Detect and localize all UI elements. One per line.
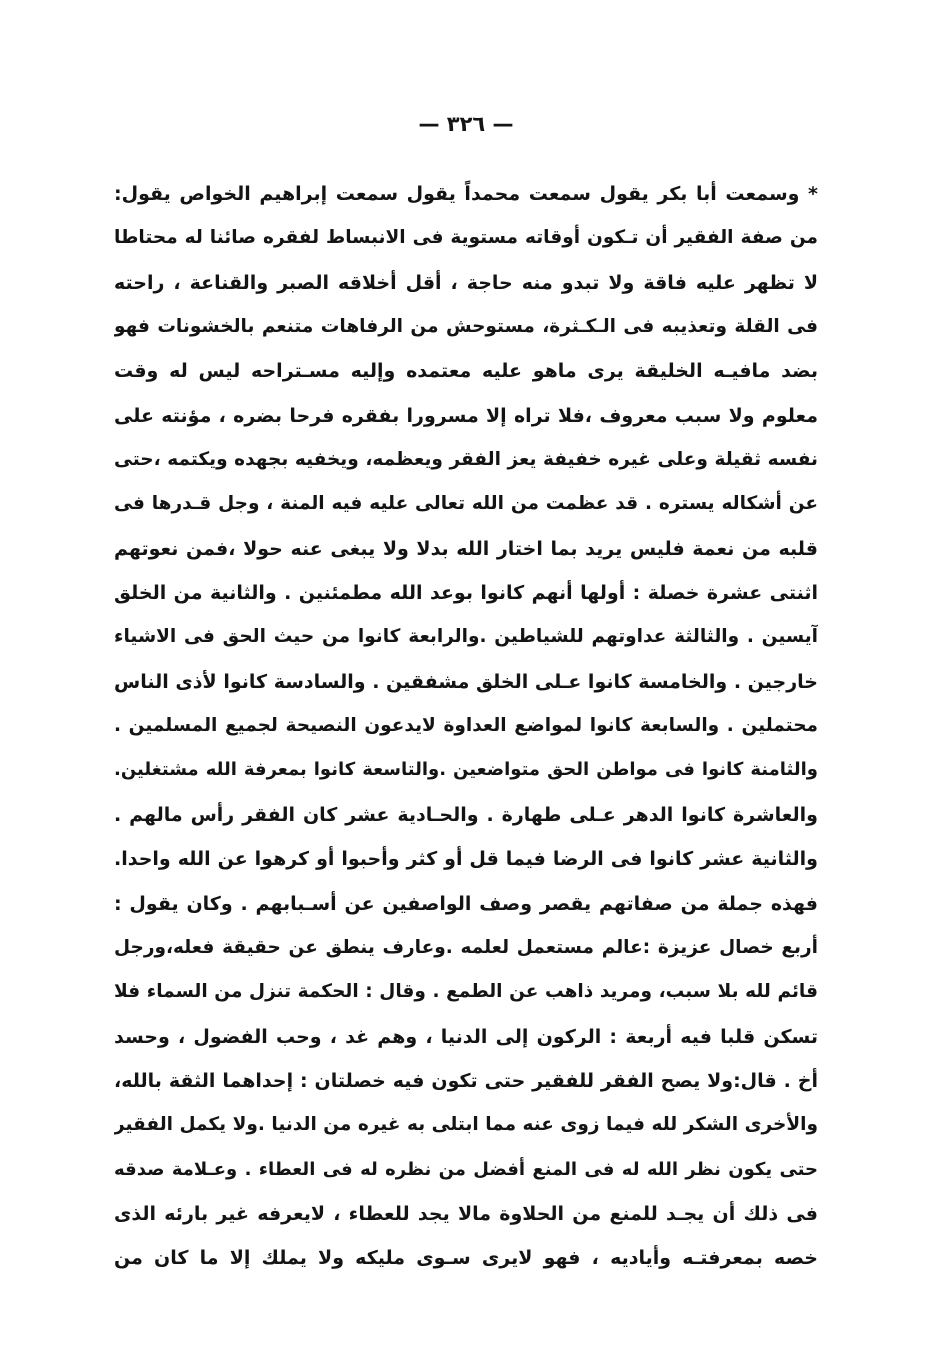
text-line: قلبه من نعمة فليس يريد بما اختار الله بدلا ولا يبغى عنه حولا ،فمن نعوتهم xyxy=(114,537,818,560)
text-line: نفسه ثقيلة وعلى غيره خفيفة يعز الفقر ويعظمه، ويخفيه بجهده ويكتمه ،حتى xyxy=(114,449,818,471)
text-line: اثنتى عشرة خصلة : أولها أنهم كانوا بوعد الله مطمئنين . والثانية من الخلق xyxy=(114,582,818,605)
text-line: فهذه جملة من صفاتهم يقصر وصف الواصفين عن أسـبابهم . وكان يقول : xyxy=(114,892,818,915)
text-line: بضد مافيـه الخليقة يرى ماهو عليه معتمده وإليه مسـتراحه ليس له وقت xyxy=(114,360,818,383)
text-line: فى ذلك أن يجـد للمنع من الحلاوة مالا يجد للعطاء ، لايعرفه غير بارئه الذى xyxy=(114,1202,818,1225)
text-line: محتملين . والسابعة كانوا لمواضع العداوة لايدعون النصيحة لجميع المسلمين . xyxy=(114,715,818,737)
text-line: والثامنة كانوا فى مواطن الحق متواضعين .والتاسعة كانوا بمعرفة الله مشتغلين. xyxy=(114,759,818,781)
body-text xyxy=(114,172,818,1281)
text-line: معلوم ولا سبب معروف ،فلا تراه إلا مسرورا بفقره فرحا بضره ، مؤنته على xyxy=(114,404,818,427)
text-line: أخ . قال:ولا يصح الفقر للفقير حتى تكون فيه خصلتان : إحداهما الثقة بالله، xyxy=(114,1069,818,1092)
text-line: حتى يكون نظر الله له فى المنع أفضل من نظره له فى العطاء . وعـلامة صدقه xyxy=(114,1158,818,1180)
text-line: والثانية عشر كانوا فى الرضا فيما قل أو كثر وأحبوا أو كرهوا عن الله واحدا. xyxy=(114,848,818,871)
text-line: أربع خصال عزيزة :عالم مستعمل لعلمه .وعارف ينطق عن حقيقة فعله،ورجل xyxy=(114,936,818,958)
page-number: — ٣٢٦ — xyxy=(418,112,514,136)
text-line: قائم لله بلا سبب، ومريد ذاهب عن الطمع . وقال : الحكمة تنزل من السماء فلا xyxy=(114,981,818,1003)
text-line: والأخرى الشكر لله فيما زوى عنه مما ابتلى به غيره من الدنيا .ولا يكمل الفقير xyxy=(114,1114,818,1136)
text-line: من صفة الفقير أن تـكون أوقاته مستوية فى الانبساط لفقره صائنا له محتاطا xyxy=(114,227,818,249)
text-line: تسكن قلبا فيه أربعة : الركون إلى الدنيا ، وهم غد ، وحب الفضول ، وحسد xyxy=(114,1025,818,1048)
text-line: خارجين . والخامسة كانوا عـلى الخلق مشفقين . والسادسة كانوا لأذى الناس xyxy=(114,670,818,693)
text-line: * وسمعت أبا بكر يقول سمعت محمداً يقول سمعت إبراهيم الخواص يقول: xyxy=(114,183,818,205)
text-line: والعاشرة كانوا الدهر عـلى طهارة . والحـادية عشر كان الفقر رأس مالهم . xyxy=(114,803,818,826)
text-line: فى القلة وتعذيبه فى الـكـثرة، مستوحش من الرفاهات متنعم بالخشونات فهو xyxy=(114,316,818,338)
text-line: آيسين . والثالثة عداوتهم للشياطين .والرابعة كانوا من حيث الحق فى الاشياء xyxy=(114,626,818,648)
text-line: عن أشكاله يستره . قد عظمت من الله تعالى عليه فيه المنة ، وجل قـدرها فى xyxy=(114,493,818,515)
text-line: خصه بمعرفتـه وأياديه ، فهو لايرى سـوى مليكه ولا يملك إلا ما كان من xyxy=(114,1247,818,1270)
text-line: لا تظهر عليه فاقة ولا تبدو منه حاجة ، أقل أخلاقه الصبر والقناعة ، راحته xyxy=(114,271,818,294)
